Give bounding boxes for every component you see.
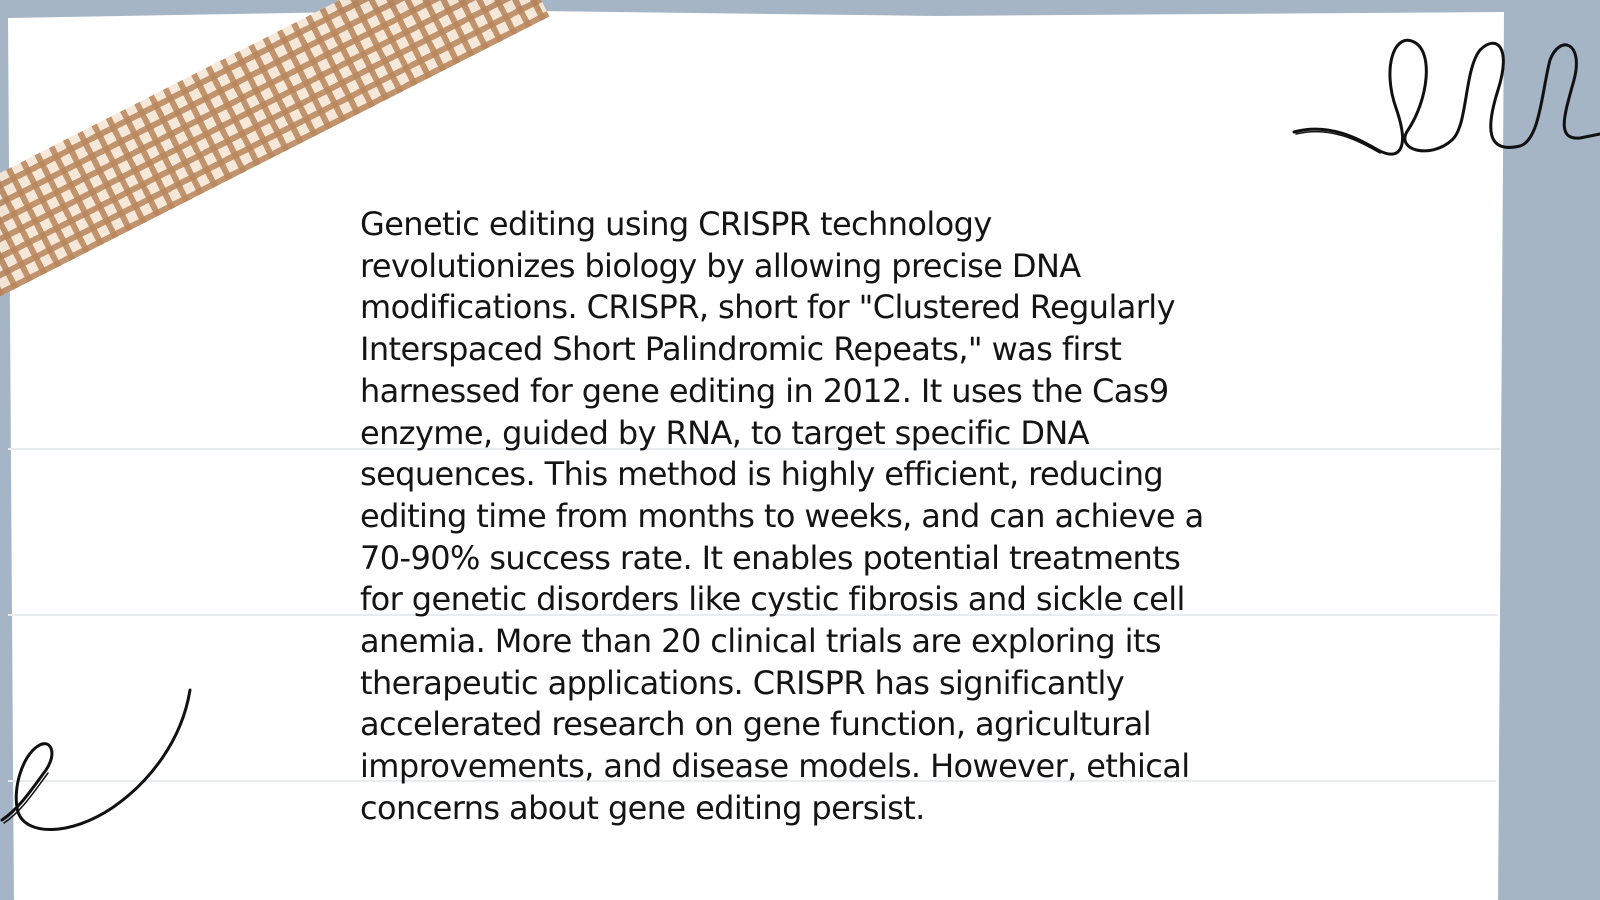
note-line: 70-90% success rate. It enables potential treatments — [360, 538, 1181, 577]
note-line: therapeutic applications. CRISPR has significantly — [360, 663, 1125, 702]
note-line: sequences. This method is highly efficient, reducing — [360, 455, 1164, 494]
note-line: Interspaced Short Palindromic Repeats," was first — [360, 330, 1122, 369]
note-line: Genetic editing using CRISPR technology — [360, 205, 992, 243]
note-line: revolutionizes biology by allowing precise DNA — [360, 246, 1081, 285]
note-line: editing time from months to weeks, and can achieve a — [360, 496, 1204, 535]
note-line: concerns about gene editing persist. — [360, 788, 925, 827]
loop-squiggle-icon — [1290, 30, 1600, 170]
note-line: improvements, and disease models. However, ethical — [360, 747, 1190, 786]
note-line: for genetic disorders like cystic fibrosis and sickle cell — [360, 580, 1185, 619]
loop-checkmark-icon — [0, 690, 200, 850]
note-line: enzyme, guided by RNA, to target specific DNA — [360, 413, 1090, 452]
note-line: modifications. CRISPR, short for "Clustered Regularly — [360, 288, 1175, 327]
note-line: anemia. More than 20 clinical trials are exploring its — [360, 622, 1161, 661]
note-line: accelerated research on gene function, agricultural — [360, 705, 1152, 744]
note-line: harnessed for gene editing in 2012. It uses the Cas9 — [360, 371, 1169, 410]
note-body — [360, 204, 1260, 830]
